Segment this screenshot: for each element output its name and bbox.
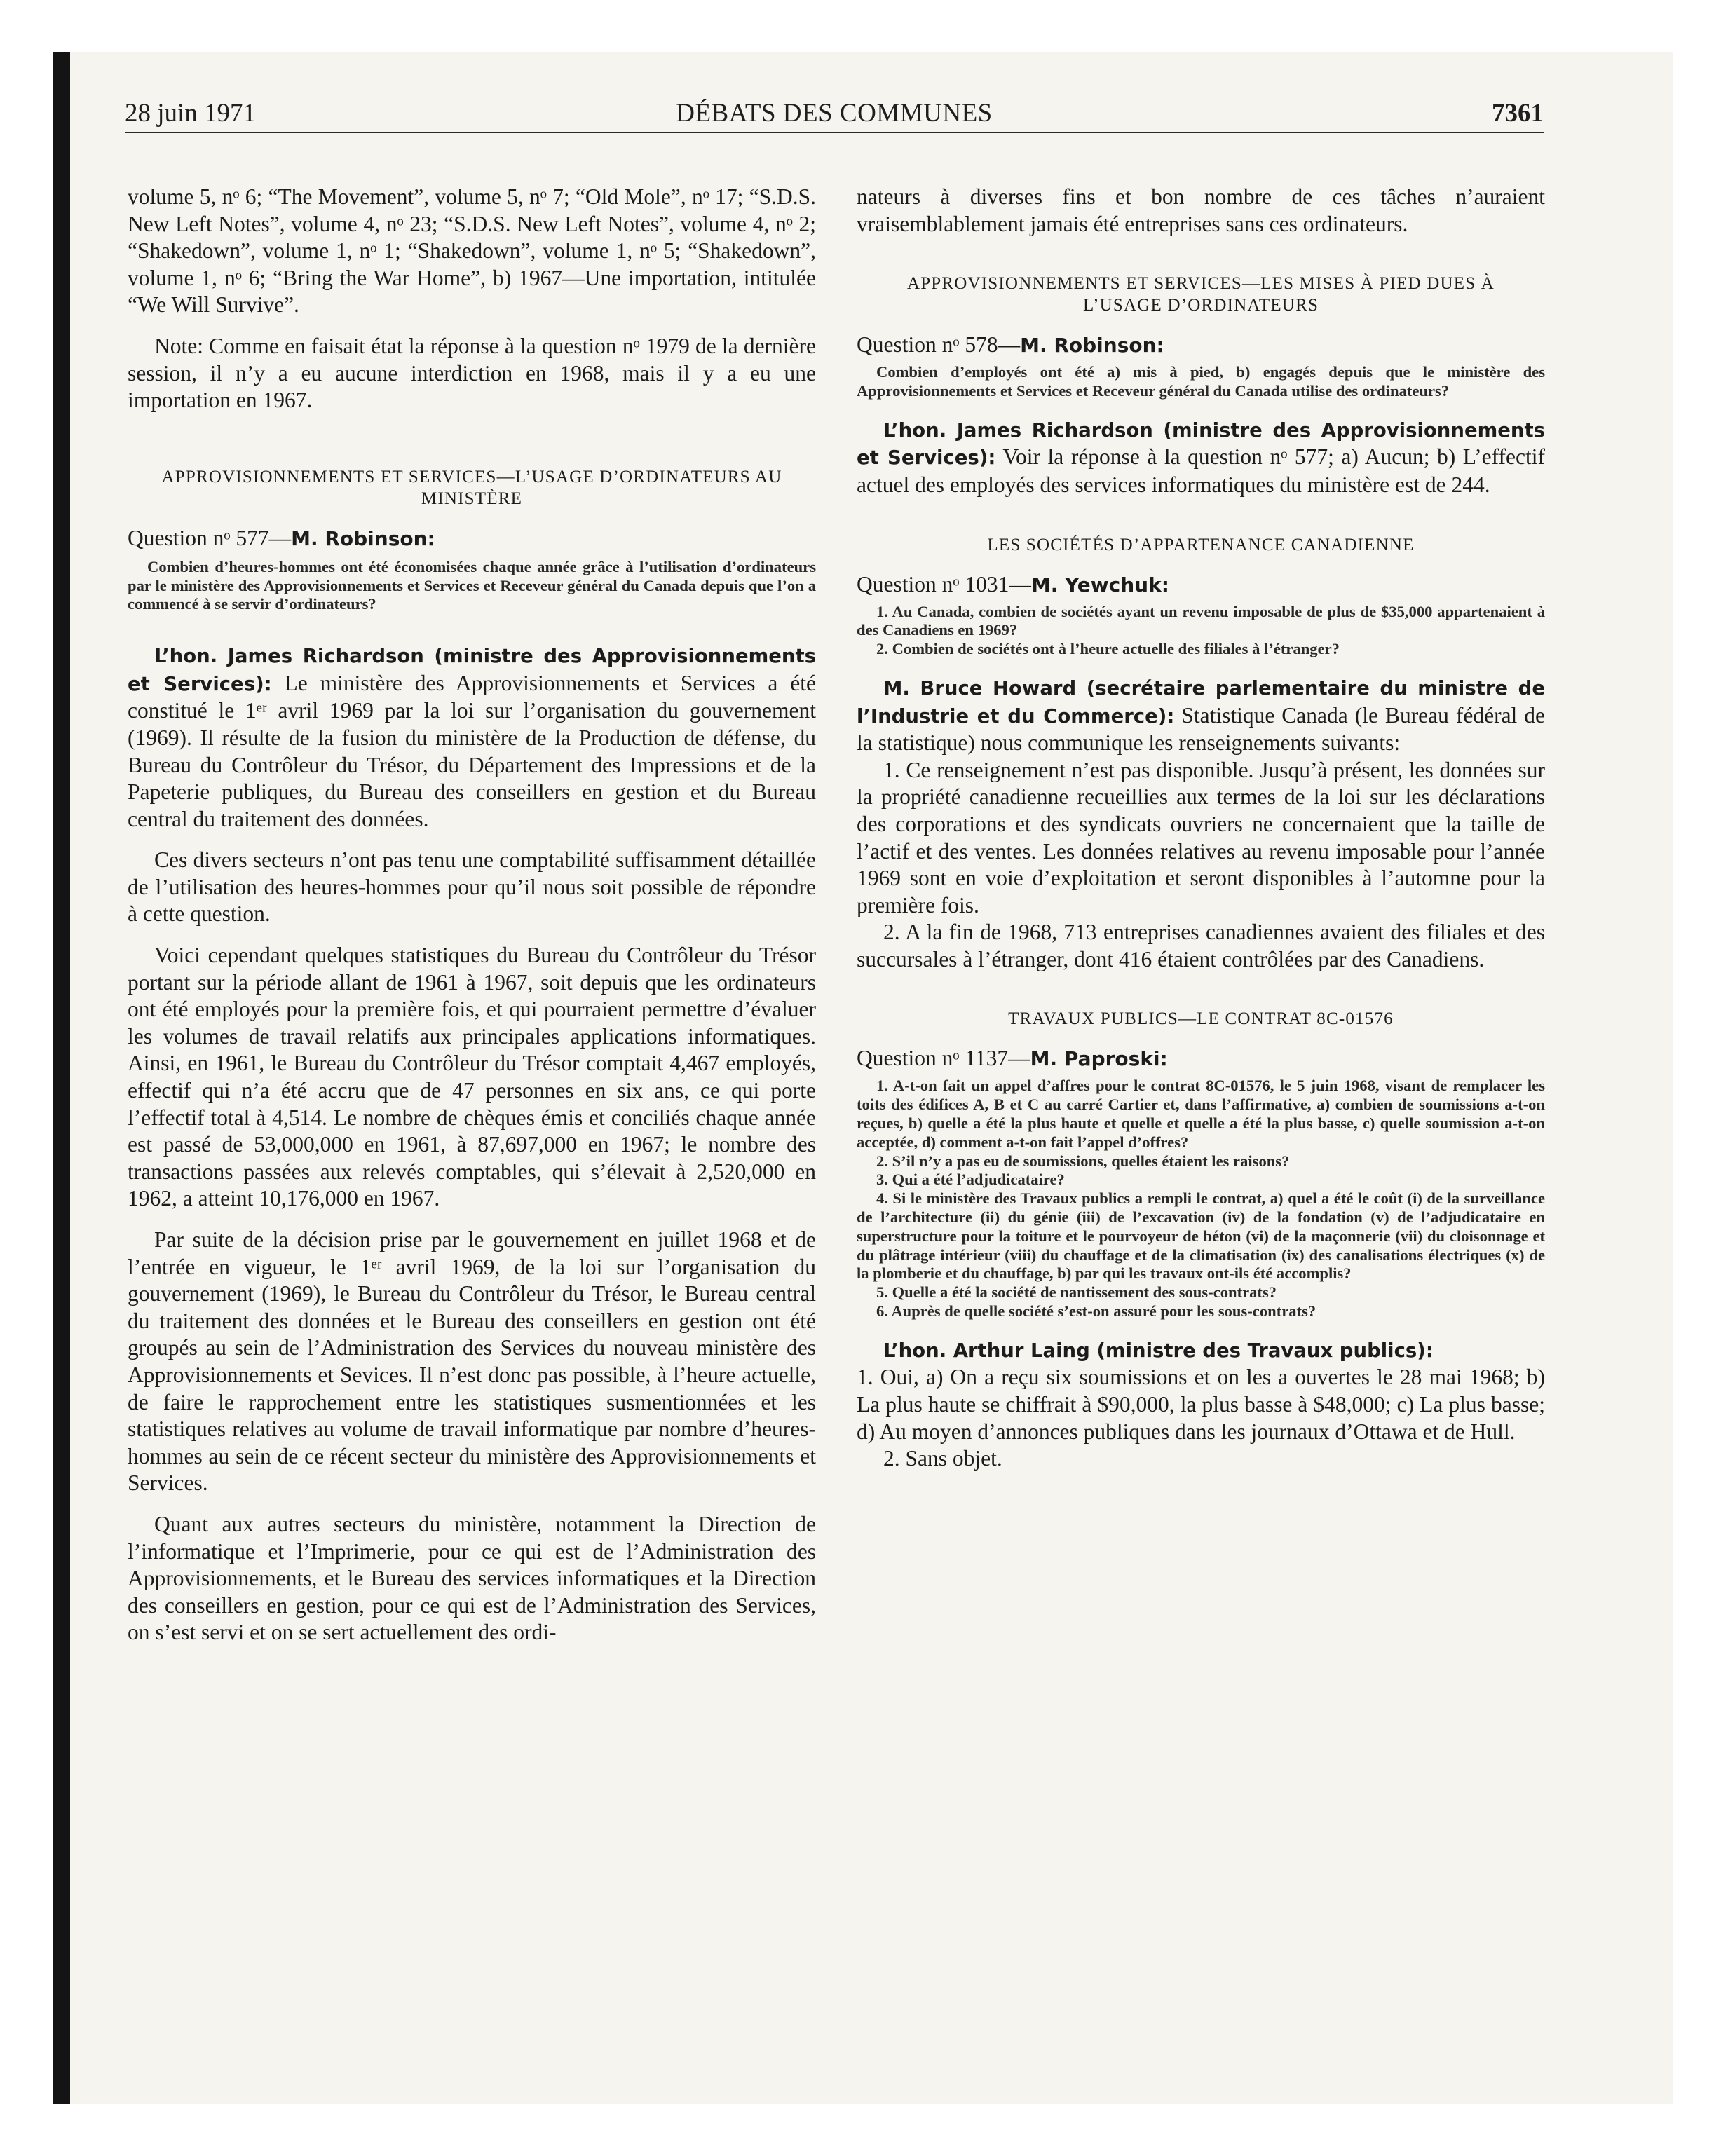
answer-paragraph-2: 1. Ce renseignement n’est pas disponible. Jusqu’à présent, les données sur la propriété canadienne recueillies aux termes de la loi sur les déclarations des corporations et des syndicats ouvriers ne concernaient que la taille de l’actif et des ventes. Les données relatives au revenu imposable pour l’année 1969 sont en voie d’exploitation et seront disponibles à l’automne pour la première fois. (857, 757, 1545, 917)
header-date: 28 juin 1971 (125, 99, 257, 128)
question-asker: M. Robinson: (1020, 334, 1164, 357)
answer-paragraph (857, 674, 1545, 757)
answer-paragraph: 1. Oui, a) On a reçu six soumissions et on les a ouvertes le 28 mai 1968; b) La plus haute se chiffrait à $90,000, la plus basse à $48,000; c) La plus basse; d) Au moyen d’annonces publiques dans les journaux d’Ottawa et de Hull. (857, 1365, 1545, 1444)
question-line (857, 1045, 1545, 1072)
question-text: Combien d’heures-hommes ont été économisées chaque année grâce à l’utilisation d’ordinateurs par le ministère des Approvisionnements et Services et Receveur général du Canada depuis que l’on a commencé à se servir d’ordinateurs? (128, 557, 816, 613)
question-item: 2. Combien de sociétés ont à l’heure actuelle des filiales à l’étranger? (876, 640, 1340, 658)
section-heading: APPROVISIONNEMENTS ET SERVICES—LES MISES À PIED DUES À L’USAGE D’ORDINATEURS (906, 274, 1495, 315)
question-asker: M. Robinson: (291, 526, 435, 550)
answer-paragraph-3: 2. A la fin de 1968, 713 entreprises canadiennes avaient des filiales et des succursales à l’étranger, dont 416 étaient contrôlées par des Canadiens. (857, 920, 1545, 971)
answer-text: Le ministère des Approvisionnements et Services a été constitué le 1ᵉʳ avril 1969 par la loi sur l’organisation du gouvernement (1969). Il résulte de la fusion du ministère de la Production de défense, du Bureau du Contrôleur du Trésor, du Département des Impressions et de la Papeterie publiques, du Bureau des conseillers en gestion et du Bureau central du traitement des données. (128, 670, 816, 831)
header-title: DÉBATS DES COMMUNES (676, 99, 993, 128)
answer-speaker: M. Bruce Howard (secrétaire parlementaire du ministre de l’Industrie et du Commerce): (857, 676, 1545, 728)
question-line (857, 571, 1545, 599)
question-number: Question nᵒ 577— (128, 525, 292, 550)
note-paragraph: Note: Comme en faisait état la réponse à la question nᵒ 1979 de la dernière session, il n’y a eu aucune interdiction en 1968, mais il y a eu une importation en 1967. (128, 333, 816, 413)
continuation-paragraph: volume 5, nᵒ 6; “The Movement”, volume 5, nᵒ 7; “Old Mole”, nᵒ 17; “S.D.S. New Left Notes”, volume 4, nᵒ 23; “S.D.S. New Left Notes”, volume 4, nᵒ 2; “Shakedown”, volume 1, nᵒ 1; “Shakedown”, volume 1, nᵒ 5; “Shakedown”, volume 1, nᵒ 6; “Bring the War Home”, b) 1967—Une importation, intitulée “We Will Survive”. (128, 184, 816, 318)
right-column (857, 184, 1545, 1473)
answer-paragraph-4: Par suite de la décision prise par le gouvernement en juillet 1968 et de l’entrée en vigueur, le 1ᵉʳ avril 1969, de la loi sur l’organisation du gouvernement (1969), le Bureau du Contrôleur du Trésor, le Bureau central du traitement des données et le Bureau des conseillers en gestion ont été groupés au sein de l’Administration des Services du nouveau ministère des Approvisionnements et Sevices. Il n’est donc pas possible, à l’heure actuelle, de faire le rapprochement entre les statistiques susmentionnées et les statistiques relatives au volume de travail informatique par nombre d’heures-hommes au sein de ce récent secteur du ministère des Approvisionnements et Services. (128, 1227, 816, 1496)
continuation-paragraph: nateurs à diverses fins et bon nombre de ces tâches n’auraient vraisemblablement jamais été entreprises sans ces ordinateurs. (857, 184, 1545, 236)
left-column (128, 184, 816, 1646)
question-item: 1. A-t-on fait un appel d’affres pour le contrat 8C-01576, le 5 juin 1968, visant de remplacer les toits des édifices A, B et C au carré Cartier et, dans l’affirmative, a) combien de soumissions a-t-on reçues, b) quelle a été la plus haute et quelle et quelle a été la plus basse, c) quelle soumission a-t-on acceptée, d) comment a-t-on fait l’appel d’offres? (857, 1077, 1545, 1151)
scan-border (53, 52, 70, 2104)
question-line (857, 332, 1545, 359)
section-heading: APPROVISIONNEMENTS ET SERVICES—L’USAGE D’ORDINATEURS AU MINISTÈRE (161, 467, 782, 508)
section-heading: TRAVAUX PUBLICS—LE CONTRAT 8C-01576 (1008, 1009, 1394, 1029)
answer-text: Statistique Canada (le Bureau fédéral de la statistique) nous communique les renseignements suivants: (857, 702, 1546, 756)
question-line (128, 525, 816, 552)
answer-paragraph (857, 416, 1545, 499)
question-text: Combien d’employés ont été a) mis à pied, b) engagés depuis que le ministère des Approvisionnements et Services et Receveur général du Canada utilise des ordinateurs? (857, 363, 1545, 400)
page-header (125, 98, 1544, 133)
answer-paragraph-5: Quant aux autres secteurs du ministère, notamment la Direction de l’informatique et l’Imprimerie, pour ce qui est de l’Administration des Approvisionnements, et le Bureau des services informatiques et la Direction des conseillers en gestion, pour ce qui est de l’Administration des Services, on s’est servi et on se sert actuellement des ordi- (128, 1511, 816, 1645)
answer-paragraph-3: Voici cependant quelques statistiques du Bureau du Contrôleur du Trésor portant sur la période allant de 1961 à 1967, soit depuis que les ordinateurs ont été employés pour la première fois, et qui pourraient permettre d’évaluer les volumes de travail relatifs aux principales applications informatiques. Ainsi, en 1961, le Bureau du Contrôleur du Trésor comptait 4,467 employés, effectif qui n’a été accru que de 47 personnes en six ans, ce qui porte l’effectif total à 4,514. Le nombre de chèques émis et conciliés chaque année est passé de 53,000,000 en 1961, à 87,697,000 en 1967; le nombre des transactions passées aux relevés comptables, qui s’élevait à 2,520,000 en 1962, a atteint 10,176,000 en 1967. (128, 943, 816, 1211)
answer-paragraph (128, 642, 816, 833)
question-item: 5. Quelle a été la société de nantissement des sous-contrats? (876, 1283, 1277, 1302)
question-item: 6. Auprès de quelle société s’est-on assuré pour les sous-contrats? (876, 1302, 1316, 1321)
answer-text: Voir la réponse à la question nᵒ 577; a) Aucun; b) L’effectif actuel des employés des services informatiques du ministère est de 244. (857, 444, 1545, 497)
question-number: Question nᵒ 578— (857, 332, 1021, 357)
header-page-number: 7361 (1492, 99, 1544, 128)
answer-paragraph-2: 2. Sans objet. (883, 1446, 1002, 1471)
question-item: 3. Qui a été l’adjudicataire? (876, 1171, 1065, 1189)
answer-speaker-line (857, 1337, 1545, 1365)
question-number: Question nᵒ 1031— (857, 571, 1031, 596)
question-asker: M. Paproski: (1030, 1047, 1168, 1071)
answer-speaker: L’hon. James Richardson (ministre des Approvisionnements et Services): (128, 645, 816, 695)
question-item: 1. Au Canada, combien de sociétés ayant un revenu imposable de plus de $35,000 appartenaient à des Canadiens en 1969? (857, 602, 1545, 639)
answer-speaker: L’hon. James Richardson (ministre des Approvisionnements et Services): (857, 418, 1545, 470)
question-number: Question nᵒ 1137— (857, 1046, 1030, 1071)
answer-paragraph-2: Ces divers secteurs n’ont pas tenu une comptabilité suffisamment détaillée de l’utilisation des heures-hommes pour qu’il nous soit possible de répondre à cette question. (128, 847, 816, 927)
question-asker: M. Yewchuk: (1030, 573, 1169, 596)
answer-speaker: L’hon. Arthur Laing (ministre des Travaux publics): (883, 1339, 1434, 1362)
question-item: 4. Si le ministère des Travaux publics a rempli le contrat, a) quel a été le coût (i) de la surveillance de l’architecture (ii) du génie (iii) de l’excavation (iv) de la fondation (v) de l’adjudicataire en superstructure pour la toiture et le pourvoyeur de béton (vi) de la maçonnerie (vii) du cloisonnage et du plâtrage intérieur (viii) du chauffage et de la climatisation (ix) des canalisations électriques (x) de la plomberie et du chauffage, b) par qui les travaux ont-ils été accomplis? (857, 1189, 1545, 1283)
question-item: 2. S’il n’y a pas eu de soumissions, quelles étaient les raisons? (876, 1152, 1290, 1170)
section-heading: LES SOCIÉTÉS D’APPARTENANCE CANADIENNE (987, 535, 1415, 554)
